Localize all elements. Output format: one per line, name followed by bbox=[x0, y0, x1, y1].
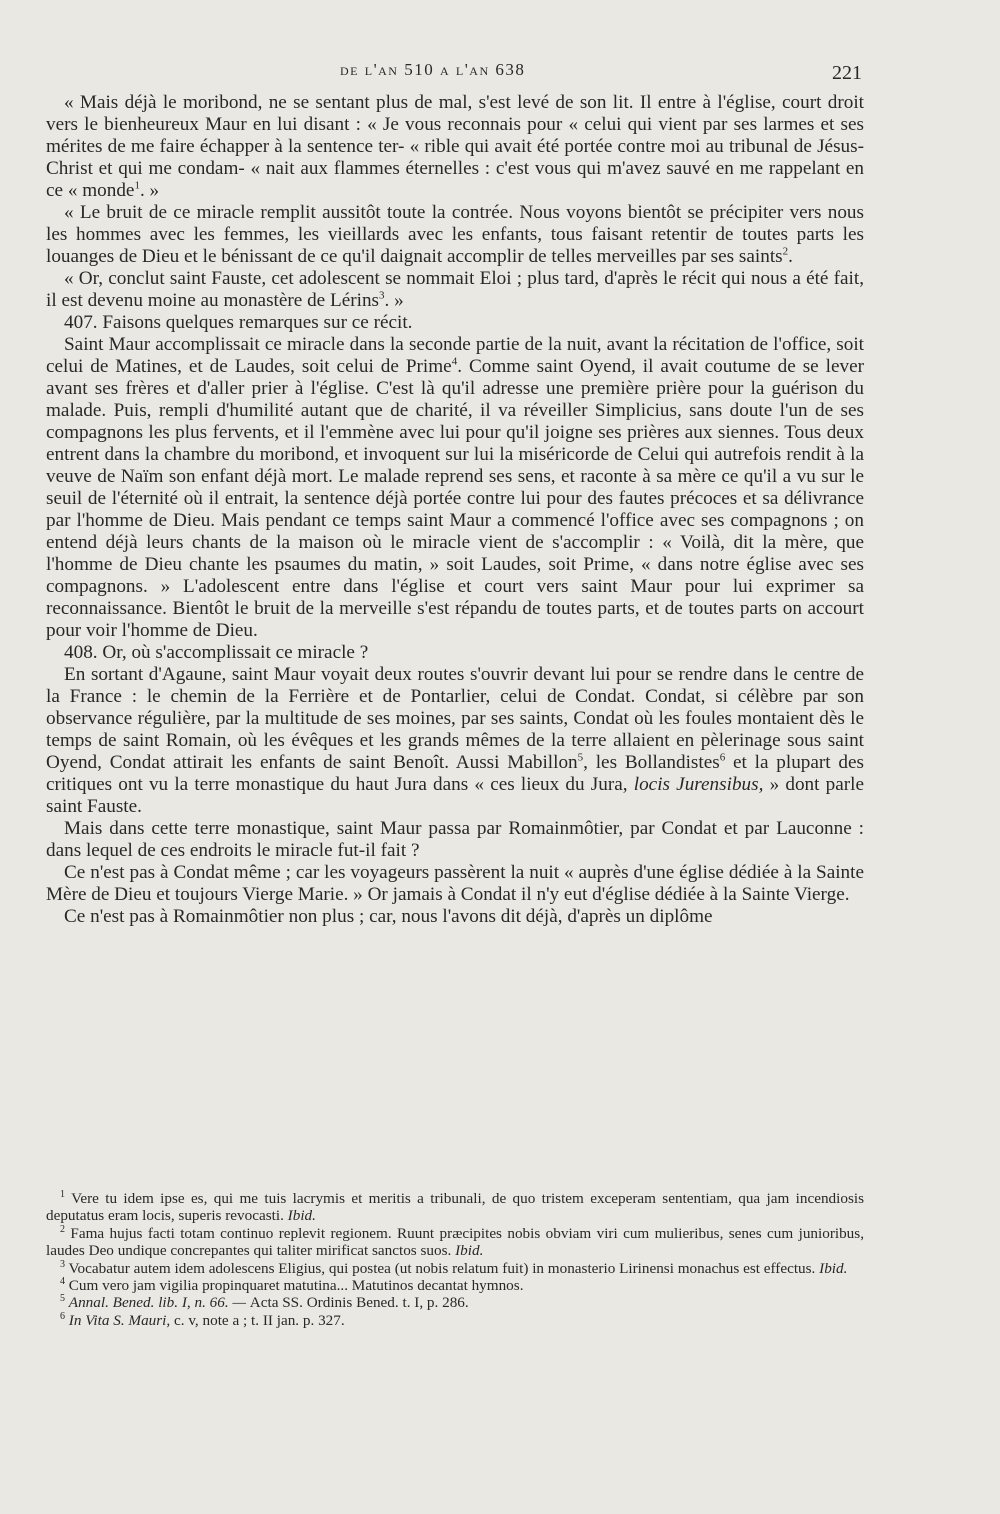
section-heading: 407. Faisons quelques remarques sur ce récit. bbox=[64, 312, 413, 333]
paragraph: Mais dans cette terre monastique, saint Maur passa par Romainmôtier, par Condat et par Lauconne : dans lequel de ces endroits le miracle fut-il fait ? bbox=[46, 818, 864, 861]
footnote-ref[interactable]: 1 bbox=[134, 179, 140, 192]
paragraph: « Or, conclut saint Fauste, cet adolescent se nommait Eloi ; plus tard, d'après le récit qui nous a été fait, il est devenu moine au monastère de Lérins$^3$. » bbox=[46, 268, 864, 311]
footnote: $^2$ Fama hujus facti totam continuo replevit regionem. Ruunt præcipites nobis obviam viri cum mulieribus, senes cum junioribus, laudes Deo undique concrepantes qui taliter mirificat sanctos suos. Ibid. bbox=[46, 1223, 864, 1260]
section-heading: 408. Or, où s'accomplissait ce miracle ? bbox=[64, 642, 369, 663]
paragraph: Ce n'est pas à Condat même ; car les voyageurs passèrent la nuit « auprès d'une église dédiée à la Sainte Mère de Dieu et toujours Vierge Marie. » Or jamais à Condat il n'y eut d'église dédiée à la Sainte Vierge. bbox=[46, 862, 864, 905]
footnote-ref[interactable]: 6 bbox=[719, 751, 726, 764]
paragraph: Saint Maur accomplissait ce miracle dans la seconde partie de la nuit, avant la récitation de l'office, soit celui de Matines, et de Laudes, soit celui de Prime$^4$. Comme saint Oyend, il avait coutume de se lever avant ses frères et d'aller prier à l'église. C'est là qu'il adresse une première prière pour la guérison du malade. Puis, rempli d'humilité autant que de charité, il va réveiller Simplicius, sans doute l'un de ses compagnons les plus fervents, et il l'emmène avec lui pour qu'il joigne ses prières aux siennes. Tous deux entrent dans la chambre du moribond, et invoquent sur lui la miséricorde de Celui qui autrefois rendit à la veuve de Naïm son enfant déjà mort. Le malade reprend ses sens, et raconte à sa mère ce qu'il a vu sur le seuil de l'éternité où il entrait, la sentence déjà portée contre lui pour des fautes précoces et sa délivrance par l'homme de Dieu. Mais pendant ce temps saint Maur a commencé l'office avec ses compagnons ; on entend déjà leurs chants de la maison où le miracle vient de s'accomplir : « Voilà, dit la mère, que l'homme de Dieu chante les psaumes du matin, » soit Laudes, soit Prime, « dans notre église avec ses compagnons. » L'adolescent entre dans l'église et court vers saint Maur pour lui exprimer sa reconnaissance. Bientôt le bruit de la merveille s'est répandu de toutes parts, et de toutes parts on accourt pour voir l'homme de Dieu. bbox=[46, 334, 864, 641]
paragraph: En sortant d'Agaune, saint Maur voyait deux routes s'ouvrir devant lui pour se rendre dans le centre de la France : le chemin de la Ferrière et de Pontarlier, celui de Condat. Condat, si célèbre par son observance régulière, par la multitude de ses moines, par ses saints, Condat où les foules montaient dès le temps de saint Romain, où les évêques et les grands mêmes de la terre allaient en pèlerinage sous saint Oyend, Condat attirait les enfants de saint Benoît. Aussi Mabillon$^5$, les Bollandistes$^6$ et la plupart des critiques ont vu la terre monastique du haut Jura dans « ces lieux du Jura, locis Jurensibus, » dont parle saint Fauste. bbox=[46, 664, 865, 817]
footnote-ref[interactable]: 4 bbox=[451, 355, 458, 368]
footnote-ref[interactable]: 3 bbox=[379, 289, 385, 302]
paragraph: Ce n'est pas à Romainmôtier non plus ; car, nous l'avons dit déjà, d'après un diplôme bbox=[64, 906, 713, 927]
footnotes bbox=[46, 1190, 864, 1329]
paragraph: « Le bruit de ce miracle remplit aussitôt toute la contrée. Nous voyons bientôt se précipiter vers nous les hommes avec les femmes, les vieillards avec les enfants, tous faisant retentir de toutes parts les louanges de Dieu et le bénissant de ce qu'il daignait accomplir de telles merveilles par ses saints$^2$. bbox=[46, 202, 864, 267]
running-head: de l'an 510 a l'an 638 bbox=[340, 60, 526, 79]
main-text bbox=[46, 92, 864, 928]
footnote-ref[interactable]: 5 bbox=[577, 751, 584, 764]
footnote: $^5$ Annal. Bened. lib. I, n. 66. — Acta SS. Ordinis Bened. t. I, p. 286. bbox=[60, 1293, 469, 1312]
footnote: $^3$ Vocabatur autem idem adolescens Eligius, qui postea (ut nobis relatum fuit) in monasterio Lirinensi monachus est effectus. Ibid. bbox=[60, 1258, 848, 1277]
page-header bbox=[0, 60, 1000, 84]
footnote-ref[interactable]: 2 bbox=[782, 245, 789, 258]
paragraph: « Mais déjà le moribond, ne se sentant plus de mal, s'est levé de son lit. Il entre à l'église, court droit vers le bienheureux Maur en lui disant : « Je vous reconnais pour « celui qui vient par ses larmes et ses mérites de me faire échapper à la sentence ter- « rible qui avait été portée contre moi au tribunal de Jésus-Christ et qui me condam- « nait aux flammes éternelles : c'est vous qui m'avez sauvé en me rappelant en ce « monde$^1$. » bbox=[46, 92, 864, 201]
page-number: 221 bbox=[832, 62, 862, 84]
footnote: $^4$ Cum vero jam vigilia propinquaret matutina... Matutinos decantat hymnos. bbox=[60, 1275, 524, 1295]
footnote: $^6$ In Vita S. Mauri, c. v, note a ; t. II jan. p. 327. bbox=[60, 1310, 345, 1329]
footnote: $^1$ Vere tu idem ipse es, qui me tuis lacrymis et meritis a tribunali, de quo tristem exceperam sententiam, qua jam incendiosis deputatus eram locis, superis revocasti. Ibid. bbox=[46, 1188, 864, 1225]
